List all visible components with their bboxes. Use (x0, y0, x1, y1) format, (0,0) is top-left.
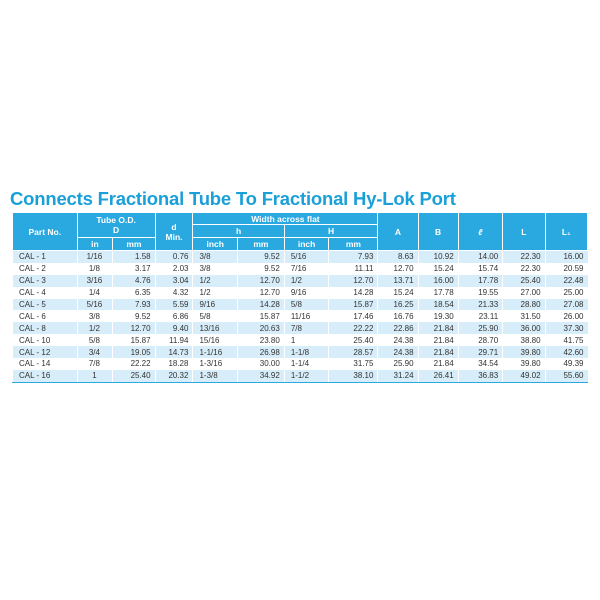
table-row (13, 334, 588, 346)
cell-a: 31.24 (378, 370, 418, 382)
cell-l: 36.83 (458, 370, 503, 382)
cell-l: 15.74 (458, 263, 503, 275)
tube-od-label: Tube O.D. (96, 215, 136, 225)
cell-l: 19.55 (458, 287, 503, 299)
cell-l: 31.50 (503, 310, 545, 322)
cell-h-in: 3/8 (193, 263, 238, 275)
cell-a: 8.63 (378, 251, 418, 263)
cell-h-in: 1/2 (193, 287, 238, 299)
cell-in: 5/8 (77, 334, 113, 346)
cell-l: 28.80 (503, 299, 545, 311)
cell-l: 28.70 (458, 334, 503, 346)
table-row (13, 299, 588, 311)
col-header-h-big: H (284, 225, 378, 238)
cell-mm: 7.93 (113, 299, 155, 311)
cell-b: 21.84 (418, 334, 458, 346)
cell-h-mm: 17.46 (329, 310, 378, 322)
cell-b: 26.41 (418, 370, 458, 382)
cell-l1: 22.48 (545, 275, 587, 287)
cell-l1: 26.00 (545, 310, 587, 322)
cell-mm: 19.05 (113, 346, 155, 358)
cell-h-mm: 12.70 (329, 275, 378, 287)
cell-l: 27.00 (503, 287, 545, 299)
cell-l: 14.00 (458, 251, 503, 263)
cell-in: 1/4 (77, 287, 113, 299)
cell-l: 22.30 (503, 251, 545, 263)
cell-in: 1/2 (77, 322, 113, 334)
col-header-l: L (503, 213, 545, 251)
cell-in: 3/8 (77, 310, 113, 322)
cell-h-mm: 20.63 (238, 322, 285, 334)
cell-l1: 16.00 (545, 251, 587, 263)
cell-h-mm: 12.70 (238, 275, 285, 287)
cell-a: 16.76 (378, 310, 418, 322)
cell-b: 21.84 (418, 358, 458, 370)
cell-part: CAL - 8 (13, 322, 78, 334)
cell-l: 38.80 (503, 334, 545, 346)
cell-h-in: 15/16 (193, 334, 238, 346)
cell-a: 12.70 (378, 263, 418, 275)
cell-h-mm: 34.92 (238, 370, 285, 382)
cell-l1: 27.08 (545, 299, 587, 311)
col-header-d-min (155, 213, 193, 251)
cell-h-mm: 25.40 (329, 334, 378, 346)
cell-l: 39.80 (503, 346, 545, 358)
table-row (13, 370, 588, 382)
col-header-h-small: h (193, 225, 284, 238)
cell-l: 29.71 (458, 346, 503, 358)
cell-b: 19.30 (418, 310, 458, 322)
table-row (13, 322, 588, 334)
table-row (13, 275, 588, 287)
cell-b: 21.84 (418, 346, 458, 358)
cell-a: 24.38 (378, 334, 418, 346)
cell-l: 23.11 (458, 310, 503, 322)
cell-in: 3/4 (77, 346, 113, 358)
cell-d: 20.32 (155, 370, 193, 382)
table-row (13, 287, 588, 299)
cell-h-mm: 11.11 (329, 263, 378, 275)
cell-h-in: 9/16 (284, 287, 329, 299)
cell-b: 17.78 (418, 287, 458, 299)
cell-part: CAL - 16 (13, 370, 78, 382)
cell-h-mm: 30.00 (238, 358, 285, 370)
cell-h-in: 1-3/16 (193, 358, 238, 370)
col-header-l-italic: ℓ (458, 213, 503, 251)
table-row (13, 358, 588, 370)
cell-d: 0.76 (155, 251, 193, 263)
cell-mm: 9.52 (113, 310, 155, 322)
cell-a: 25.90 (378, 358, 418, 370)
cell-mm: 4.76 (113, 275, 155, 287)
cell-l: 25.90 (458, 322, 503, 334)
col-header-b: B (418, 213, 458, 251)
cell-h-mm: 7.93 (329, 251, 378, 263)
cell-h-in: 7/8 (284, 322, 329, 334)
cell-in: 1 (77, 370, 113, 382)
cell-part: CAL - 14 (13, 358, 78, 370)
cell-part: CAL - 1 (13, 251, 78, 263)
cell-h-in: 1 (284, 334, 329, 346)
cell-h-mm: 9.52 (238, 251, 285, 263)
col-header-l1: L₁ (545, 213, 587, 251)
cell-d: 2.03 (155, 263, 193, 275)
cell-a: 16.25 (378, 299, 418, 311)
cell-mm: 22.22 (113, 358, 155, 370)
cell-in: 3/16 (77, 275, 113, 287)
cell-d: 9.40 (155, 322, 193, 334)
table-row (13, 346, 588, 358)
cell-l: 21.33 (458, 299, 503, 311)
table-title: Connects Fractional Tube To Fractional Hy-Lok Port (10, 188, 456, 209)
cell-mm: 3.17 (113, 263, 155, 275)
cell-h-in: 7/16 (284, 263, 329, 275)
cell-h-mm: 14.28 (238, 299, 285, 311)
cell-part: CAL - 10 (13, 334, 78, 346)
cell-l: 22.30 (503, 263, 545, 275)
cell-h-in: 9/16 (193, 299, 238, 311)
cell-h-in: 1-1/2 (284, 370, 329, 382)
cell-d: 11.94 (155, 334, 193, 346)
col-header-width-across-flat: Width across flat (193, 213, 378, 225)
cell-l1: 41.75 (545, 334, 587, 346)
cell-mm: 1.58 (113, 251, 155, 263)
cell-b: 18.54 (418, 299, 458, 311)
cell-h-mm: 15.87 (329, 299, 378, 311)
cell-mm: 12.70 (113, 322, 155, 334)
cell-h-in: 5/8 (193, 310, 238, 322)
cell-mm: 6.35 (113, 287, 155, 299)
col-header-tube-od (77, 213, 155, 238)
cell-part: CAL - 3 (13, 275, 78, 287)
cell-l1: 49.39 (545, 358, 587, 370)
cell-in: 5/16 (77, 299, 113, 311)
cell-h-in: 5/16 (284, 251, 329, 263)
cell-h-in: 5/8 (284, 299, 329, 311)
cell-mm: 15.87 (113, 334, 155, 346)
cell-a: 15.24 (378, 287, 418, 299)
cell-l1: 25.00 (545, 287, 587, 299)
subheader-in: in (77, 238, 113, 251)
subheader-mm: mm (113, 238, 155, 251)
cell-l: 17.78 (458, 275, 503, 287)
cell-l: 36.00 (503, 322, 545, 334)
subheader-H-inch: inch (284, 238, 329, 251)
cell-h-mm: 38.10 (329, 370, 378, 382)
cell-h-mm: 28.57 (329, 346, 378, 358)
cell-h-mm: 31.75 (329, 358, 378, 370)
cell-b: 16.00 (418, 275, 458, 287)
table-body (13, 251, 588, 383)
cell-h-in: 1/2 (284, 275, 329, 287)
cell-l: 39.80 (503, 358, 545, 370)
cell-b: 15.24 (418, 263, 458, 275)
subheader-h-inch: inch (193, 238, 238, 251)
cell-l: 34.54 (458, 358, 503, 370)
cell-d: 14.73 (155, 346, 193, 358)
cell-l1: 55.60 (545, 370, 587, 382)
subheader-H-mm: mm (329, 238, 378, 251)
cell-d: 3.04 (155, 275, 193, 287)
cell-h-in: 11/16 (284, 310, 329, 322)
cell-in: 1/16 (77, 251, 113, 263)
cell-d: 18.28 (155, 358, 193, 370)
spec-table (12, 212, 588, 383)
cell-b: 21.84 (418, 322, 458, 334)
cell-l1: 42.60 (545, 346, 587, 358)
cell-h-in: 1-1/4 (284, 358, 329, 370)
cell-part: CAL - 12 (13, 346, 78, 358)
table-row (13, 263, 588, 275)
cell-a: 22.86 (378, 322, 418, 334)
cell-a: 13.71 (378, 275, 418, 287)
cell-d: 4.32 (155, 287, 193, 299)
cell-part: CAL - 6 (13, 310, 78, 322)
cell-a: 24.38 (378, 346, 418, 358)
cell-h-in: 1/2 (193, 275, 238, 287)
d-min-label: Min. (165, 231, 183, 242)
cell-h-mm: 26.98 (238, 346, 285, 358)
cell-l: 49.02 (503, 370, 545, 382)
cell-h-in: 1-1/8 (284, 346, 329, 358)
cell-part: CAL - 2 (13, 263, 78, 275)
cell-l: 25.40 (503, 275, 545, 287)
cell-part: CAL - 5 (13, 299, 78, 311)
cell-l1: 20.59 (545, 263, 587, 275)
col-header-part-no: Part No. (13, 213, 78, 251)
cell-h-mm: 22.22 (329, 322, 378, 334)
tube-od-symbol: D (113, 225, 120, 235)
cell-in: 1/8 (77, 263, 113, 275)
subheader-h-mm: mm (238, 238, 285, 251)
table-row (13, 310, 588, 322)
cell-h-mm: 9.52 (238, 263, 285, 275)
cell-part: CAL - 4 (13, 287, 78, 299)
cell-h-mm: 15.87 (238, 310, 285, 322)
cell-d: 6.86 (155, 310, 193, 322)
cell-mm: 25.40 (113, 370, 155, 382)
cell-d: 5.59 (155, 299, 193, 311)
cell-h-in: 13/16 (193, 322, 238, 334)
cell-in: 7/8 (77, 358, 113, 370)
cell-h-mm: 12.70 (238, 287, 285, 299)
cell-h-in: 3/8 (193, 251, 238, 263)
cell-h-mm: 23.80 (238, 334, 285, 346)
cell-h-mm: 14.28 (329, 287, 378, 299)
cell-h-in: 1-1/16 (193, 346, 238, 358)
cell-h-in: 1-3/8 (193, 370, 238, 382)
d-symbol: d (171, 221, 177, 232)
col-header-a: A (378, 213, 418, 251)
cell-l1: 37.30 (545, 322, 587, 334)
cell-b: 10.92 (418, 251, 458, 263)
table-row (13, 251, 588, 263)
